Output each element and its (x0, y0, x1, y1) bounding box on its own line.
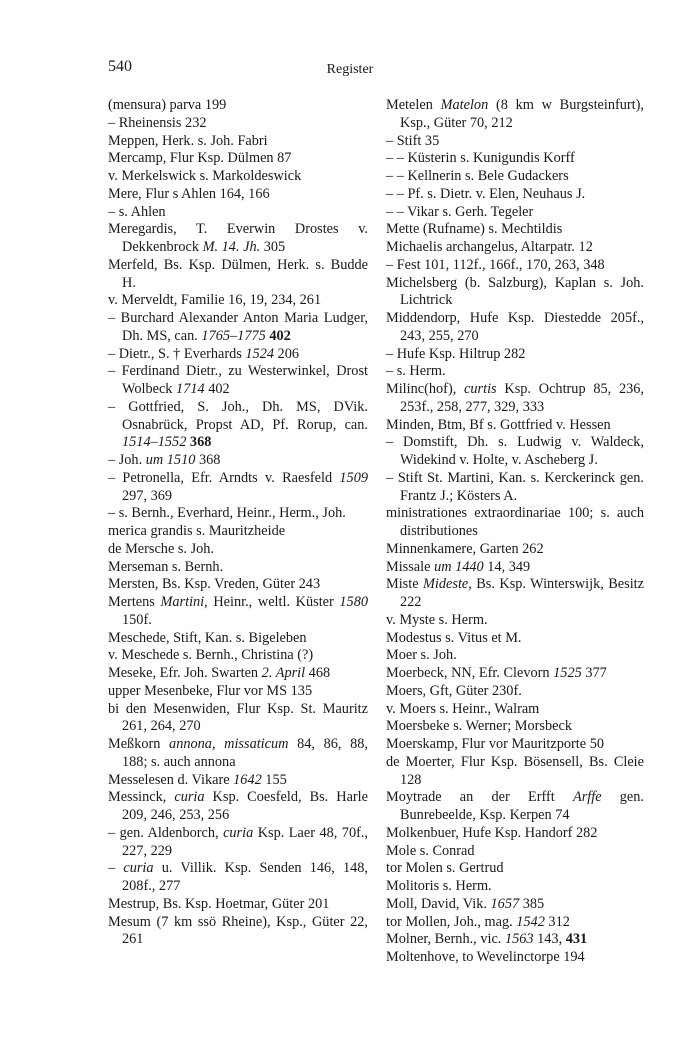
entry-italic: um 1510 (145, 452, 196, 468)
entry-text: v. Merkelswick s. Markoldeswick (108, 168, 302, 184)
entry-italic: um 1440 (434, 558, 484, 575)
entry-text: Ksp. Laer 48, 70f., 227, 229 (122, 824, 369, 859)
index-entry (386, 257, 644, 275)
index-entry (108, 683, 368, 701)
entry-text: Molkenbuer, Hufe Ksp. Handorf 282 (386, 824, 598, 841)
entry-text: ministrationes extraordinariae 100; s. auch distributiones (386, 505, 644, 539)
index-entry (108, 133, 368, 151)
index-entry (386, 363, 644, 381)
index-entry (108, 346, 368, 364)
entry-text: – Rheinensis 232 (108, 114, 207, 131)
index-entry (108, 914, 368, 950)
entry-text: Molner, Bernh., vic. (386, 931, 505, 948)
entry-italic: 1765–1775 (201, 327, 266, 344)
index-entry (108, 363, 368, 399)
index-entry (108, 115, 368, 133)
entry-text: Milinc(hof), (386, 381, 465, 397)
index-entry (386, 736, 644, 754)
entry-text: de Moerter, Flur Ksp. Bösensell, Bs. Cleie 128 (386, 753, 644, 788)
entry-text: 14, 349 (483, 558, 531, 575)
entry-text: de Mersche s. Joh. (108, 540, 215, 557)
index-entry (386, 825, 644, 843)
entry-text: 84, 86, 88, 188; s. auch annona (122, 736, 368, 770)
index-entry (386, 931, 644, 949)
index-entry (108, 896, 368, 914)
index-entry (108, 665, 368, 683)
index-entry (108, 204, 368, 222)
index-entry (386, 186, 644, 204)
index-entry (386, 346, 644, 364)
entry-text: Meßkorn (108, 736, 170, 752)
entry-text: 143, (533, 931, 566, 948)
entry-italic: 1580 (339, 594, 368, 610)
index-entry (386, 718, 644, 736)
index-entry (386, 896, 644, 914)
entry-italic: 1509 (339, 469, 368, 486)
entry-text: bi den Mesenwiden, Flur Ksp. St. Mauritz 261, 264, 270 (108, 700, 368, 735)
entry-italic: 1525 (553, 665, 582, 681)
entry-text: Moers, Gft, Güter 230f. (386, 682, 522, 699)
entry-text: Mole s. Conrad (386, 842, 475, 859)
entry-text: – Stift 35 (386, 132, 440, 149)
entry-italic: 1642 (233, 771, 262, 788)
entry-italic: curia (123, 860, 154, 877)
index-entry (108, 701, 368, 737)
entry-text: Molitoris s. Herm. (386, 878, 492, 894)
entry-italic: annona, missaticum (169, 736, 289, 752)
index-entry (386, 630, 644, 648)
index-entry (108, 825, 368, 861)
index-entry (386, 168, 644, 186)
entry-text: – (108, 860, 124, 877)
entry-bold: 431 (565, 931, 588, 948)
entry-text: Missale (386, 558, 435, 575)
index-entry (386, 612, 644, 630)
entry-text: v. Myste s. Herm. (386, 611, 488, 628)
entry-text: u. Villik. Ksp. Senden 146, 148, 208f., 277 (122, 860, 368, 894)
entry-text: 297, 369 (122, 487, 173, 504)
entry-text: tor Molen s. Gertrud (386, 860, 504, 877)
index-entry (108, 221, 368, 257)
entry-text: Mette (Rufname) s. Mechtildis (386, 221, 563, 238)
entry-text: – – Vikar s. Gerh. Tegeler (386, 203, 534, 220)
index-entry (108, 789, 368, 825)
entry-text: 150f. (122, 611, 152, 628)
index-entry (386, 647, 644, 665)
index-entry (386, 789, 644, 825)
entry-text: 155 (261, 771, 287, 788)
index-entry (386, 417, 644, 435)
entry-italic: 1714 (176, 381, 205, 397)
index-entry (108, 505, 368, 523)
running-head: Register (326, 62, 374, 77)
index-entry (386, 683, 644, 701)
index-entry (386, 576, 644, 612)
entry-text: – Gottfried, S. Joh., Dh. MS, DVik. Osnabrück, Propst AD, Pf. Rorup, can. (108, 398, 368, 433)
index-entry (386, 470, 644, 506)
entry-text: gen. Bunrebeelde, Ksp. Kerpen 74 (400, 789, 645, 823)
index-entry (108, 594, 368, 630)
index-entry (108, 292, 368, 310)
index-entry (386, 949, 644, 967)
index-entry (386, 701, 644, 719)
index-entry (386, 541, 644, 559)
entry-text: – Ferdinand Dietr., zu Westerwinkel, Drost Wolbeck (108, 363, 368, 397)
entry-text: upper Mesenbeke, Flur vor MS 135 (108, 682, 313, 699)
entry-text: Moerbeck, NN, Efr. Clevorn (386, 665, 554, 681)
entry-text: Moll, David, Vik. (386, 895, 491, 912)
entry-italic: curtis (464, 381, 497, 397)
entry-text: Michelsberg (b. Salzburg), Kaplan s. Joh. Lichtrick (386, 274, 644, 309)
entry-text: Ksp. Coesfeld, Bs. Harle 209, 246, 253, 256 (122, 789, 368, 823)
entry-italic: 1524 (245, 345, 274, 362)
entry-text: Moytrade an der Erfft (386, 789, 573, 806)
index-entry (108, 186, 368, 204)
index-entry (108, 736, 368, 772)
index-entry (386, 914, 644, 932)
index-entry (386, 204, 644, 222)
index-entry (386, 381, 644, 417)
index-entry (108, 257, 368, 293)
entry-text: – – Kellnerin s. Bele Gudackers (386, 168, 569, 184)
entry-text: 368 (195, 452, 221, 468)
entry-text: Michaelis archangelus, Altarpatr. 12 (386, 239, 593, 255)
entry-text: 468 (305, 665, 331, 681)
entry-text: Modestus s. Vitus et M. (386, 629, 522, 646)
index-entry (108, 470, 368, 506)
entry-text: – – Küsterin s. Kunigundis Korff (386, 150, 575, 167)
index-entry (386, 434, 644, 470)
entry-text: v. Meschede s. Bernh., Christina (?) (108, 647, 314, 664)
entry-text: Middendorp, Hufe Ksp. Diestedde 205f., 243, 255, 270 (386, 310, 644, 344)
entry-text: Heinr., weltl. Küster (207, 594, 340, 610)
entry-italic: 2. April (261, 665, 306, 681)
index-entry (108, 772, 368, 790)
index-column-left (108, 97, 368, 949)
index-entry (386, 878, 644, 896)
entry-text: – Burchard Alexander Anton Maria Ludger, Dh. MS, can. (108, 310, 368, 344)
entry-italic: Mideste, (423, 576, 472, 593)
index-entry (386, 239, 644, 257)
index-entry (386, 133, 644, 151)
entry-text: v. Merveldt, Familie 16, 19, 234, 261 (108, 292, 322, 309)
entry-text: Miste (386, 576, 423, 593)
index-entry (108, 150, 368, 168)
entry-italic: Arffe (572, 789, 602, 806)
entry-text: – Joh. (108, 452, 146, 468)
entry-text: – Petronella, Efr. Arndts v. Raesfeld (108, 469, 340, 486)
entry-text: – Dietr., S. † Everhards (108, 345, 246, 362)
entry-text: – Stift St. Martini, Kan. s. Kerckerinck gen. Frantz J.; Kösters A. (386, 469, 644, 504)
entry-text: Messinck, (108, 789, 175, 806)
index-entry (386, 150, 644, 168)
entry-text: Moer s. Joh. (386, 647, 457, 664)
entry-text: Mertens (108, 594, 161, 610)
index-entry (108, 97, 368, 115)
entry-text: v. Moers s. Heinr., Walram (386, 700, 540, 717)
entry-text: Moltenhove, to Wevelinctorpe 194 (386, 949, 585, 965)
entry-text: Messelesen d. Vikare (108, 771, 234, 788)
entry-text: Mestrup, Bs. Ksp. Hoetmar, Güter 201 (108, 895, 330, 912)
entry-italic: Martini, (160, 594, 208, 610)
entry-text: Meregardis, T. Everwin Drostes v. Dekkenbrock (108, 221, 368, 255)
index-entry (386, 97, 644, 133)
entry-text: – gen. Aldenborch, (108, 824, 224, 841)
entry-text: Mersten, Bs. Ksp. Vreden, Güter 243 (108, 576, 321, 593)
entry-text: Metelen (386, 97, 441, 113)
index-column-right (386, 97, 644, 967)
entry-text: Merseman s. Bernh. (108, 558, 224, 575)
entry-text: – – Pf. s. Dietr. v. Elen, Neuhaus J. (386, 185, 586, 202)
entry-text: Moerskamp, Flur vor Mauritzporte 50 (386, 736, 604, 752)
entry-italic: 1542 (516, 913, 545, 930)
entry-text: Moersbeke s. Werner; Morsbeck (386, 718, 572, 735)
entry-text: 206 (273, 345, 300, 362)
entry-text: – Domstift, Dh. s. Ludwig v. Waldeck, Widekind v. Holte, v. Ascheberg J. (386, 434, 644, 468)
entry-italic: Matelon (440, 97, 489, 113)
index-entry (108, 541, 368, 559)
entry-text: Mercamp, Flur Ksp. Dülmen 87 (108, 150, 292, 167)
entry-text: – Fest 101, 112f., 166f., 170, 263, 348 (386, 256, 605, 273)
entry-text: – Hufe Ksp. Hiltrup 282 (386, 345, 526, 362)
entry-text: – s. Bernh., Everhard, Heinr., Herm., Joh. (108, 505, 346, 522)
entry-text: 385 (519, 895, 545, 912)
index-entry (108, 576, 368, 594)
index-entry (108, 647, 368, 665)
index-entry (108, 168, 368, 186)
entry-italic: curia (174, 789, 205, 806)
entry-text: Merfeld, Bs. Ksp. Dülmen, Herk. s. Budde H. (108, 256, 368, 291)
index-entry (386, 860, 644, 878)
index-entry (386, 221, 644, 239)
index-entry (108, 860, 368, 896)
index-entry (108, 452, 368, 470)
index-entry (108, 630, 368, 648)
entry-text: Minnenkamere, Garten 262 (386, 540, 544, 557)
index-entry (108, 559, 368, 577)
entry-italic: 1563 (504, 931, 534, 948)
entry-text: – s. Ahlen (108, 203, 166, 220)
index-entry (108, 310, 368, 346)
entry-text: Mesum (7 km ssö Rheine), Ksp., Güter 22, 261 (108, 913, 368, 948)
entry-text: tor Mollen, Joh., mag. (386, 913, 517, 930)
entry-text: 305 (260, 239, 286, 255)
entry-text: (8 km w Burgsteinfurt), Ksp., Güter 70, 212 (400, 97, 644, 131)
entry-text: – s. Herm. (386, 363, 446, 380)
entry-text: 377 (581, 665, 607, 681)
index-entry (386, 843, 644, 861)
entry-text: Bs. Ksp. Winterswijk, Besitz 222 (400, 576, 644, 610)
entry-bold: 368 (189, 434, 212, 451)
entry-text: Meseke, Efr. Joh. Swarten (108, 665, 262, 681)
entry-text: Ksp. Ochtrup 85, 236, 253f., 258, 277, 329, 333 (400, 381, 644, 415)
entry-bold: 402 (269, 327, 291, 344)
index-entry (386, 275, 644, 311)
entry-italic: 1657 (490, 895, 520, 912)
entry-text: merica grandis s. Mauritzheide (108, 523, 286, 539)
index-entry (386, 754, 644, 790)
entry-text: Mere, Flur s Ahlen 164, 166 (108, 185, 270, 202)
entry-italic: M. 14. Jh. (202, 239, 261, 255)
index-entry (108, 523, 368, 541)
entry-text: Meppen, Herk. s. Joh. Fabri (108, 132, 268, 149)
entry-text: Meschede, Stift, Kan. s. Bigeleben (108, 629, 307, 646)
index-entry (386, 665, 644, 683)
entry-text: Minden, Btm, Bf s. Gottfried v. Hessen (386, 416, 611, 433)
entry-italic: 1514–1552 (122, 434, 187, 451)
entry-text: 402 (204, 381, 230, 397)
index-entry (386, 310, 644, 346)
index-entry (386, 559, 644, 577)
index-entry (386, 505, 644, 541)
index-entry (108, 399, 368, 452)
entry-text: 312 (544, 913, 570, 930)
entry-italic: curia (223, 824, 254, 841)
entry-text: (mensura) parva 199 (108, 97, 227, 113)
page-number: 540 (108, 58, 132, 75)
